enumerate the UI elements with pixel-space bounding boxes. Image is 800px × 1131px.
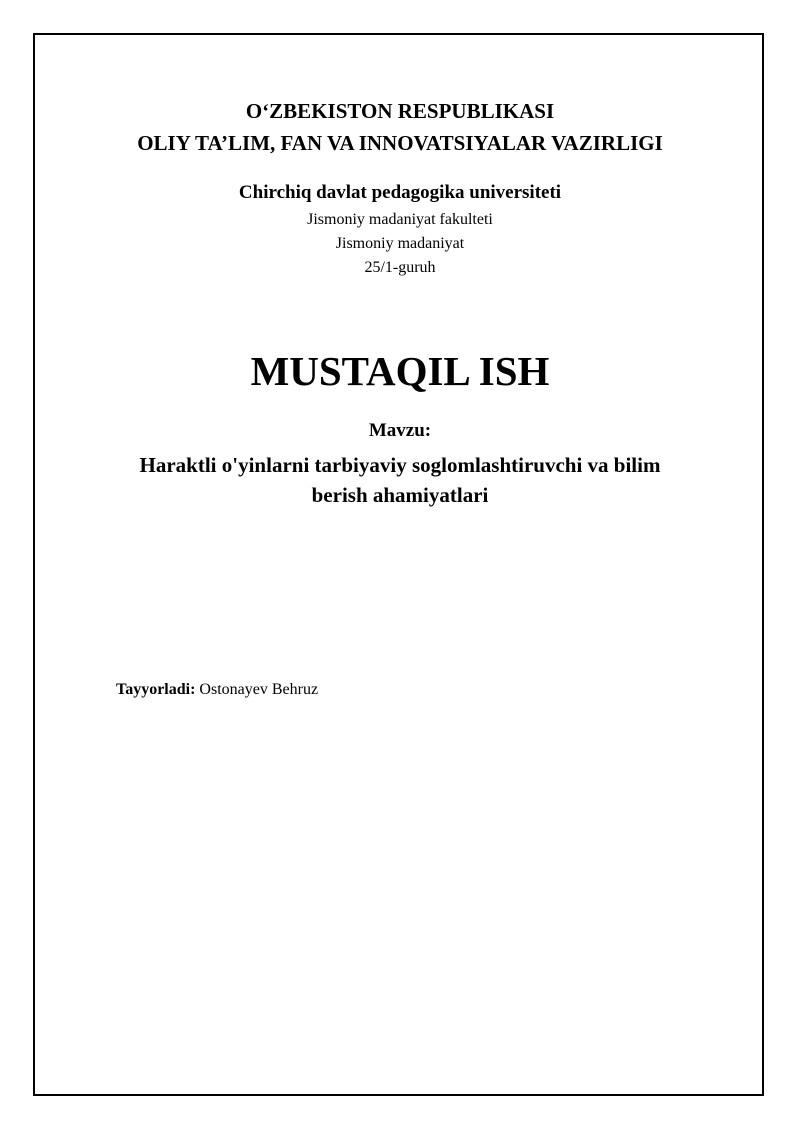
- topic-line-1: Haraktli o'yinlarni tarbiyaviy soglomlashtiruvchi va bilim: [139, 453, 661, 477]
- ministry-heading: OLIY TA’LIM, FAN VA INNOVATSIYALAR VAZIRLIGI: [137, 131, 663, 155]
- topic-line-2: berish ahamiyatlari: [311, 483, 489, 507]
- university-name: Chirchiq davlat pedagogika universiteti: [238, 182, 562, 203]
- topic-label: Mavzu:: [368, 420, 432, 441]
- specialty-name: Jismoniy madaniyat: [335, 235, 465, 252]
- document-title: MUSTAQIL ISH: [250, 348, 550, 394]
- group-name: 25/1-guruh: [364, 259, 436, 276]
- author-line: [116, 679, 318, 701]
- topic-text: [100, 450, 700, 510]
- author-name: Ostonayev Behruz: [195, 681, 319, 698]
- faculty-name: Jismoniy madaniyat fakulteti: [307, 211, 493, 228]
- author-label: Tayyorladi:: [116, 681, 196, 698]
- country-heading: O‘ZBEKISTON RESPUBLIKASI: [245, 99, 555, 123]
